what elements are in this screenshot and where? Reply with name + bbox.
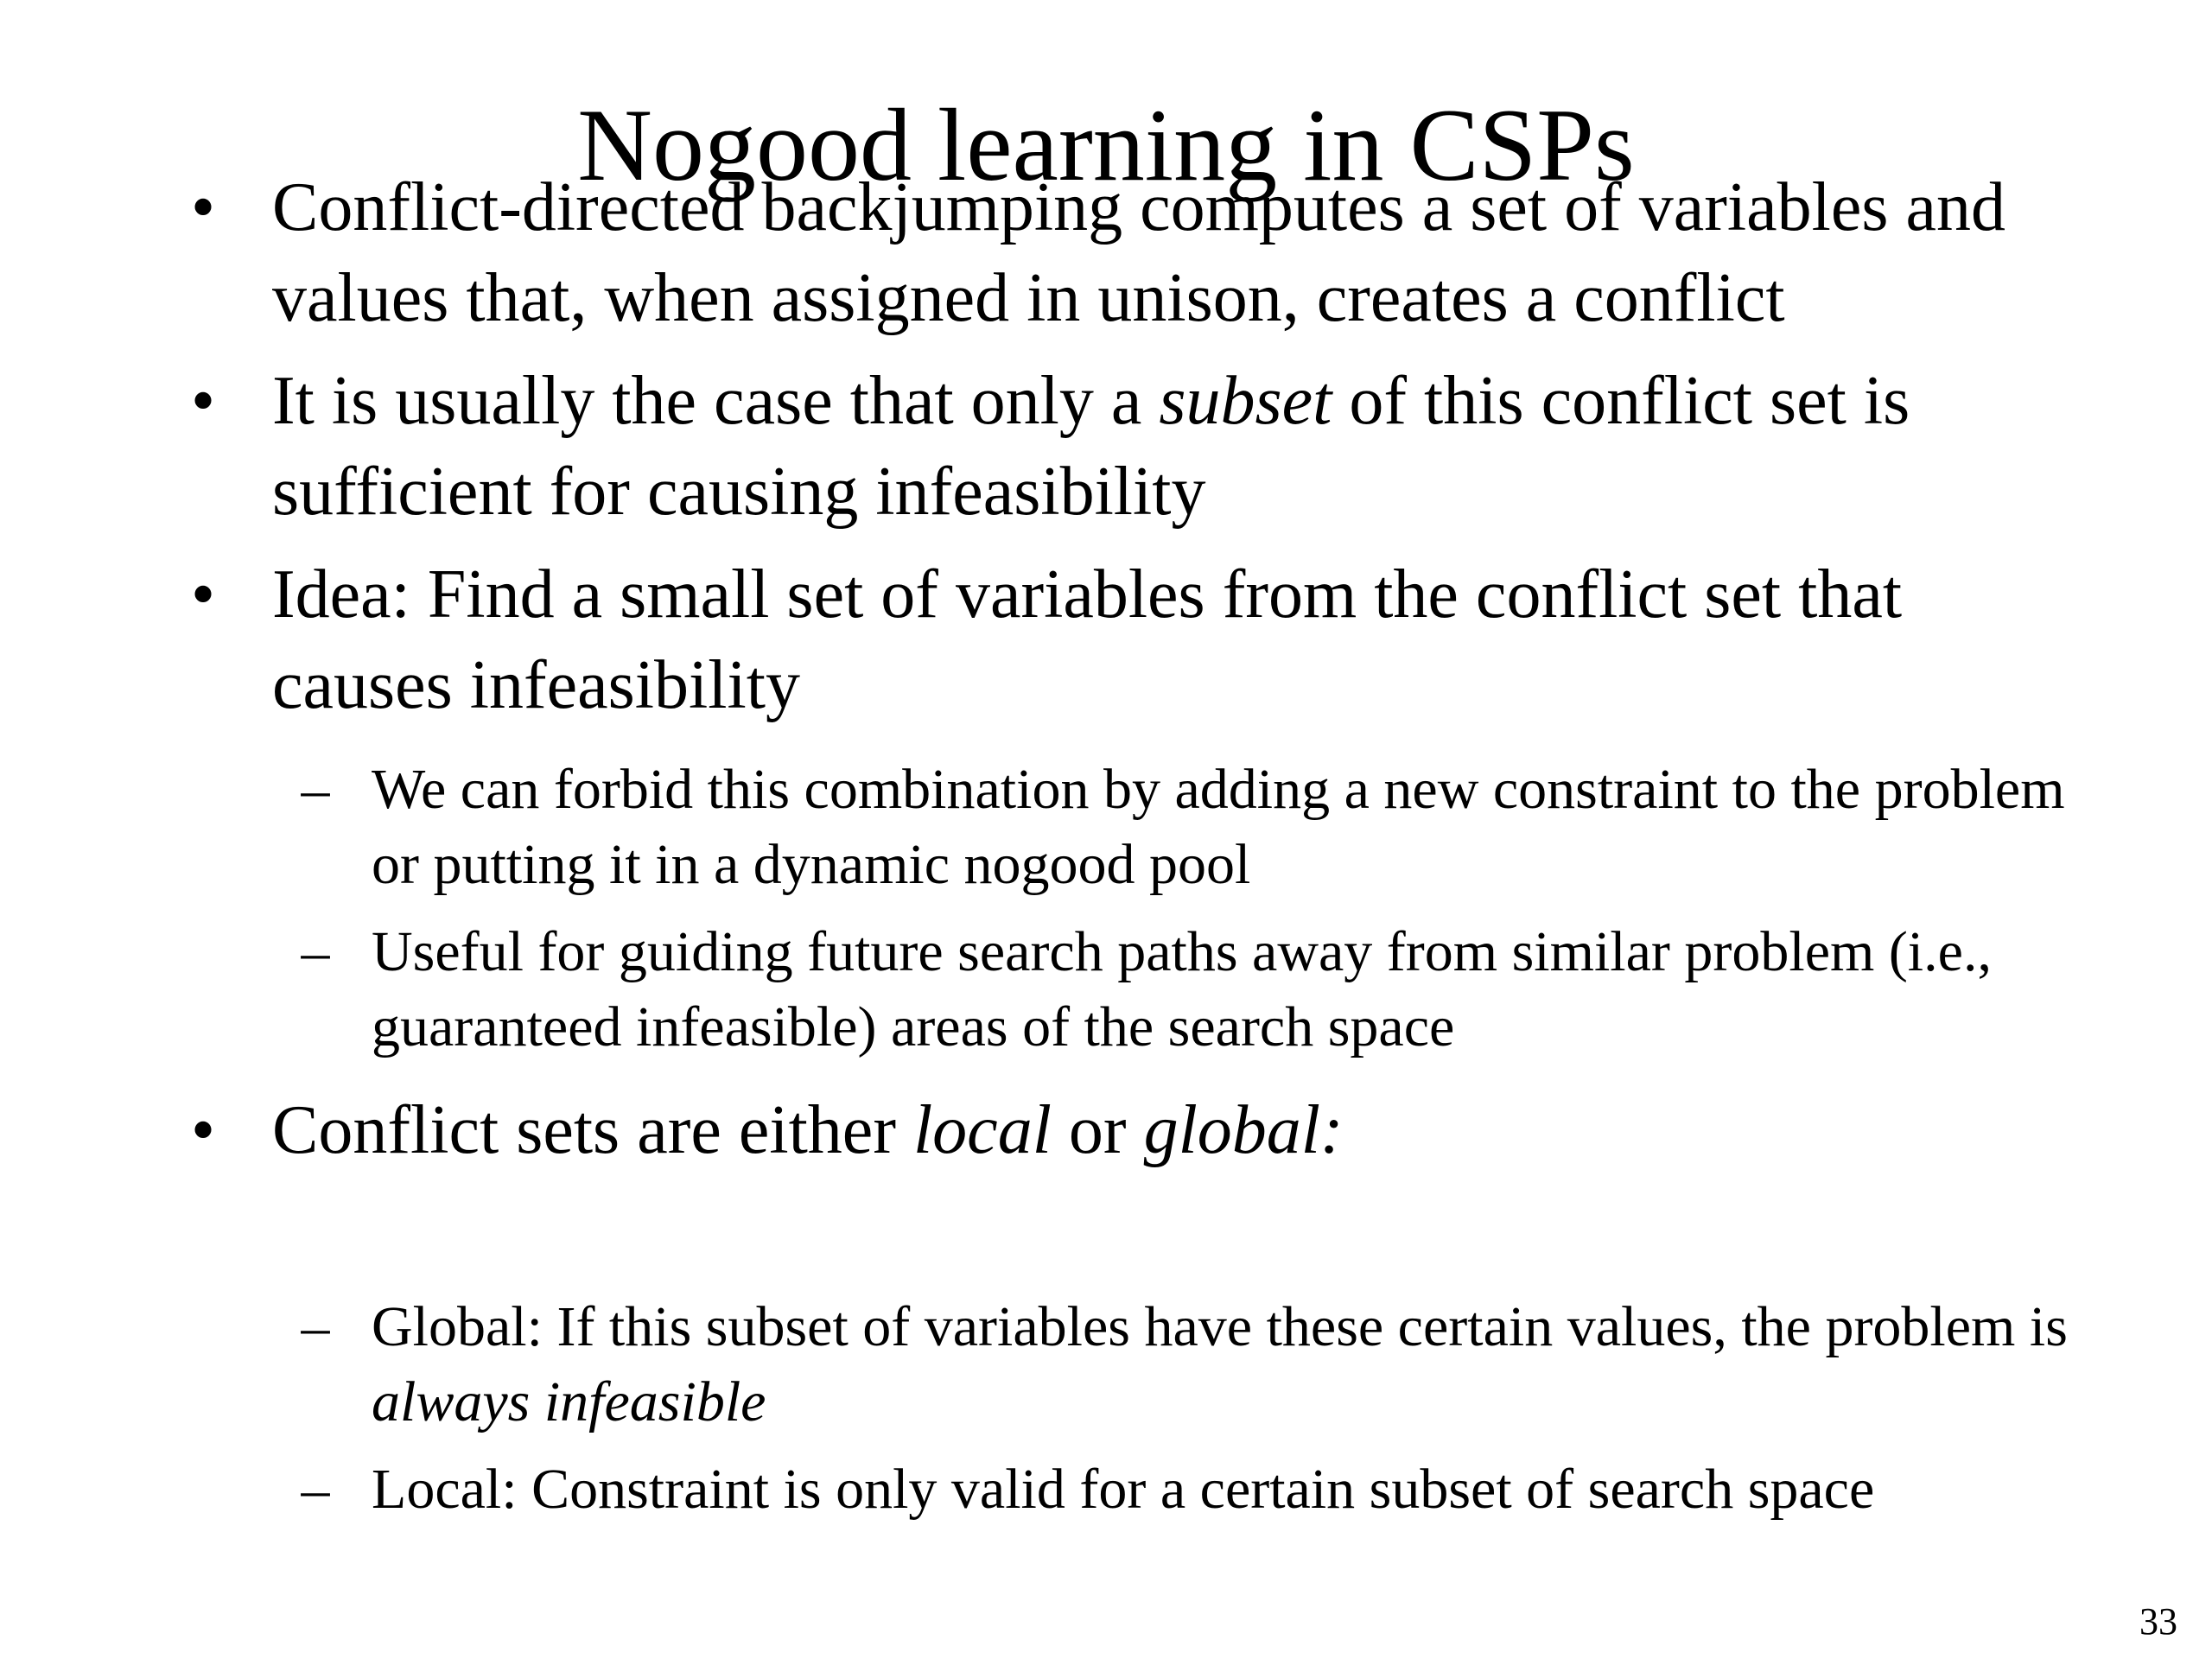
bullet-3: [190, 550, 2087, 731]
bullet-2: [190, 356, 2087, 537]
bullet-4-sub-1-emphasis: always infeasible: [372, 1370, 766, 1433]
sub-bullet-marker: –: [301, 1458, 330, 1521]
sub-bullet-marker: –: [301, 1295, 330, 1358]
bullet-4-emphasis-local: local: [912, 1092, 1052, 1168]
bullet-2-text-pre: It is usually the case that only a: [272, 363, 1160, 439]
bullet-4-sub-1-text-pre: Global: If this subset of variables have these certain values, the problem is: [372, 1295, 2068, 1358]
bullet-3-sub-2: [301, 914, 2082, 1065]
page-number: 33: [2139, 1600, 2177, 1643]
bullet-3-sub-2-text: Useful for guiding future search paths away from similar problem (i.e., guaranteed infeasible) areas of the search space: [372, 920, 1992, 1058]
bullet-2-emphasis: subset: [1159, 363, 1332, 439]
slide-title: Nogood learning in CSPs: [577, 87, 1635, 202]
bullet-4-sub-2: [301, 1452, 2082, 1527]
sub-bullet-marker: –: [301, 758, 330, 821]
bullet-1-text: Conflict-directed backjumping computes a set of variables and values that, when assigned in unison, creates a conflict: [272, 169, 2006, 336]
sub-bullet-marker: –: [301, 920, 330, 983]
bullet-marker: •: [190, 556, 215, 632]
bullet-4-sub-2-text: Local: Constraint is only valid for a certain subset of search space: [372, 1458, 1875, 1521]
bullet-4-emphasis-global: global:: [1143, 1092, 1344, 1168]
bullet-marker: •: [190, 1092, 215, 1168]
bullet-1: [190, 162, 2087, 344]
bullet-3-text: Idea: Find a small set of variables from the conflict set that causes infeasibility: [272, 556, 1903, 723]
bullet-3-sub-1-text: We can forbid this combination by adding a new constraint to the problem or putting it in a dynamic nogood pool: [372, 758, 2065, 896]
bullet-4-text-mid: or: [1051, 1092, 1144, 1168]
bullet-4: [190, 1085, 2087, 1176]
bullet-marker: •: [190, 363, 215, 439]
bullet-4-sub-1: [301, 1289, 2082, 1440]
bullet-2-text-post: of this conflict set is sufficient for causing infeasibility: [272, 363, 1910, 530]
bullet-4-text-pre: Conflict sets are either: [272, 1092, 913, 1168]
bullet-3-sub-1: [301, 752, 2082, 902]
bullet-marker: •: [190, 169, 215, 245]
